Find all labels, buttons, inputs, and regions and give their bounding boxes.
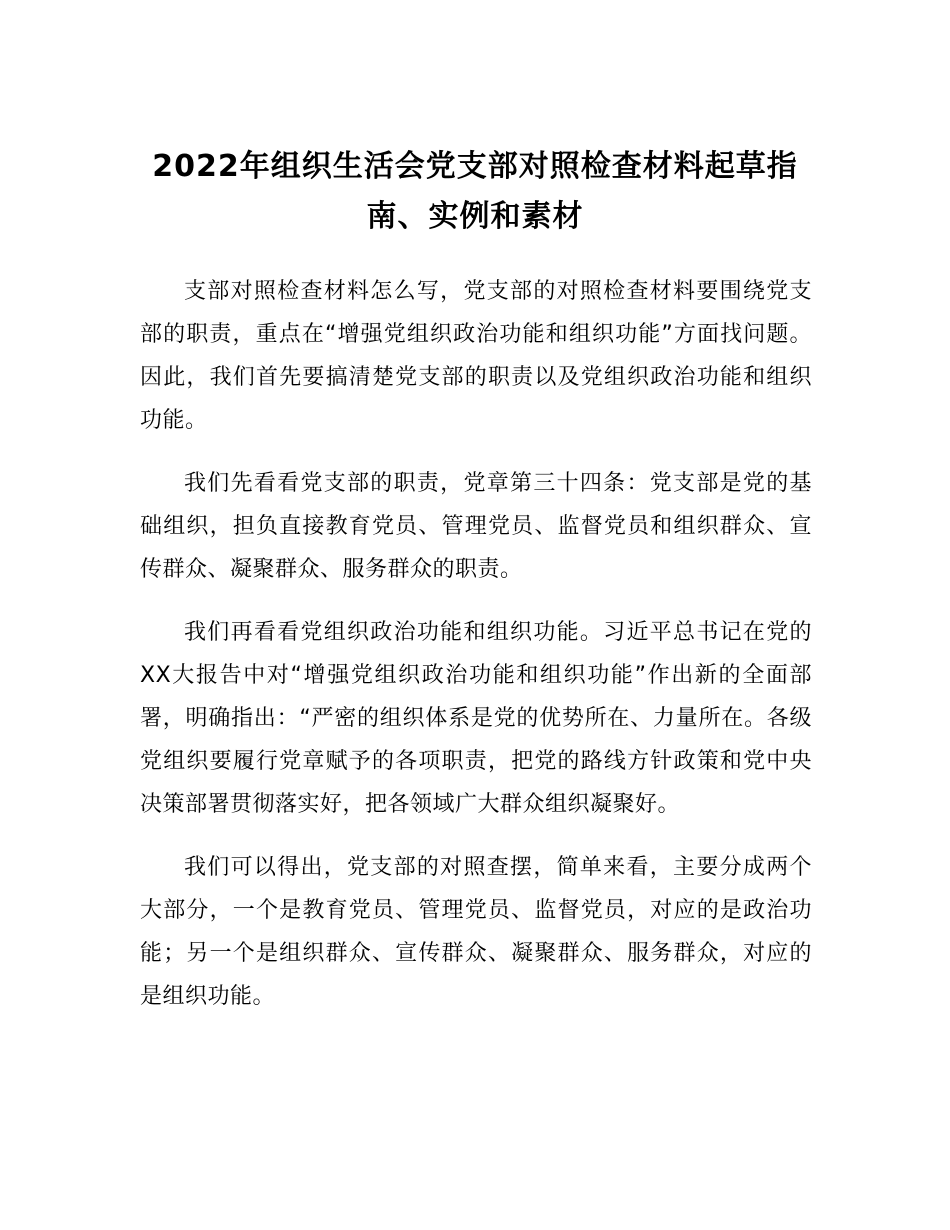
- paragraph-2: 我们先看看党支部的职责，党章第三十四条：党支部是党的基础组织，担负直接教育党员、管理党员、监督党员和组织群众、宣传群众、凝聚群众、服务群众的职责。: [140, 471, 812, 582]
- paragraph-4: 我们可以得出，党支部的对照查摆，简单来看，主要分成两个大部分，一个是教育党员、管理党员、监督党员，对应的是政治功能；另一个是组织群众、宣传群众、凝聚群众、服务群众，对应的是组织功能。: [140, 855, 812, 1009]
- paragraph-1: 支部对照检查材料怎么写，党支部的对照检查材料要围绕党支部的职责，重点在“增强党组织政治功能和组织功能”方面找问题。因此，我们首先要搞清楚党支部的职责以及党组织政治功能和组织功能。: [140, 279, 812, 433]
- document-title: 2022年组织生活会党支部对照检查材料起草指南、实例和素材: [152, 149, 798, 234]
- paragraph-3: 我们再看看党组织政治功能和组织功能。习近平总书记在党的XX大报告中对“增强党组织政治功能和组织功能”作出新的全面部署，明确指出：“严密的组织体系是党的优势所在、力量所在。各级党组织要履行党章赋予的各项职责，把党的路线方针政策和党中央决策部署贯彻落实好，把各领域广大群众组织凝聚好。: [140, 620, 812, 817]
- document-body: [140, 270, 812, 1038]
